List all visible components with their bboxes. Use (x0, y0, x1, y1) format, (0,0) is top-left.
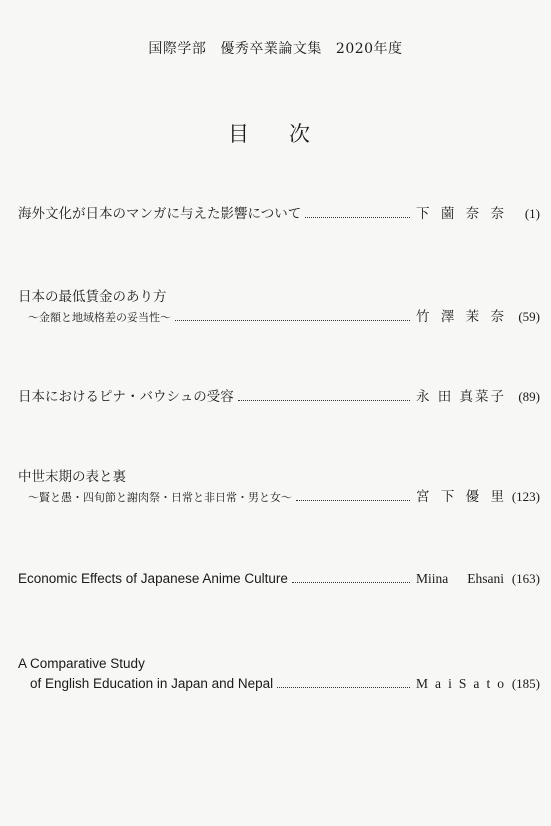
entry-subtitle: ～金額と地域格差の妥当性～ (28, 311, 171, 324)
entry-author: 宮 下 優 里 (416, 489, 504, 505)
entry-author: Miina Ehsani (416, 571, 504, 586)
entry-page: (1) (524, 206, 540, 221)
leader-dots (292, 582, 410, 583)
page-header (0, 38, 551, 58)
entry-page: (59) (518, 309, 540, 324)
entry-author: 竹 澤 茉 奈 (416, 309, 504, 325)
header-collection: 優秀卒業論文集 (220, 41, 322, 57)
entry-subtitle: ～賢と愚・四旬節と謝肉祭・日常と非日常・男と女～ (28, 491, 292, 504)
leader-dots (277, 687, 410, 688)
toc-title: 目次 (228, 122, 350, 146)
entry-page: (123) (511, 489, 540, 504)
entry-author: 下 薗 奈 奈 (416, 206, 504, 222)
header-faculty: 国際学部 (148, 41, 207, 57)
entry-page: (163) (511, 571, 540, 586)
leader-dots (296, 500, 410, 501)
entry-author: 永 田 真菜子 (416, 389, 504, 405)
leader-dots (175, 320, 410, 321)
entry-title: 中世末期の表と裏 (18, 469, 126, 485)
toc-entry-4[interactable] (18, 465, 540, 505)
leader-dots (305, 217, 410, 218)
toc-entry-1[interactable] (18, 202, 540, 222)
entry-title: 海外文化が日本のマンガに与えた影響について (18, 206, 302, 222)
entry-subtitle: of English Education in Japan and Nepal (30, 676, 274, 691)
toc-entry-5[interactable] (18, 571, 540, 591)
header-year: 2020年度 (335, 41, 403, 57)
leader-dots (238, 400, 410, 401)
toc-entry-6[interactable] (18, 656, 540, 696)
entry-page: (89) (518, 389, 540, 404)
toc-entry-3[interactable] (18, 385, 540, 405)
toc-entry-2[interactable] (18, 285, 540, 325)
entry-title: Economic Effects of Japanese Anime Culture (18, 571, 288, 586)
entry-title: 日本の最低賃金のあり方 (18, 289, 167, 305)
entry-author: M a i S a t o (416, 676, 504, 691)
entry-page: (185) (511, 676, 540, 691)
entry-title: A Comparative Study (18, 656, 145, 671)
entry-title: 日本におけるピナ・バウシュの受容 (18, 389, 234, 405)
